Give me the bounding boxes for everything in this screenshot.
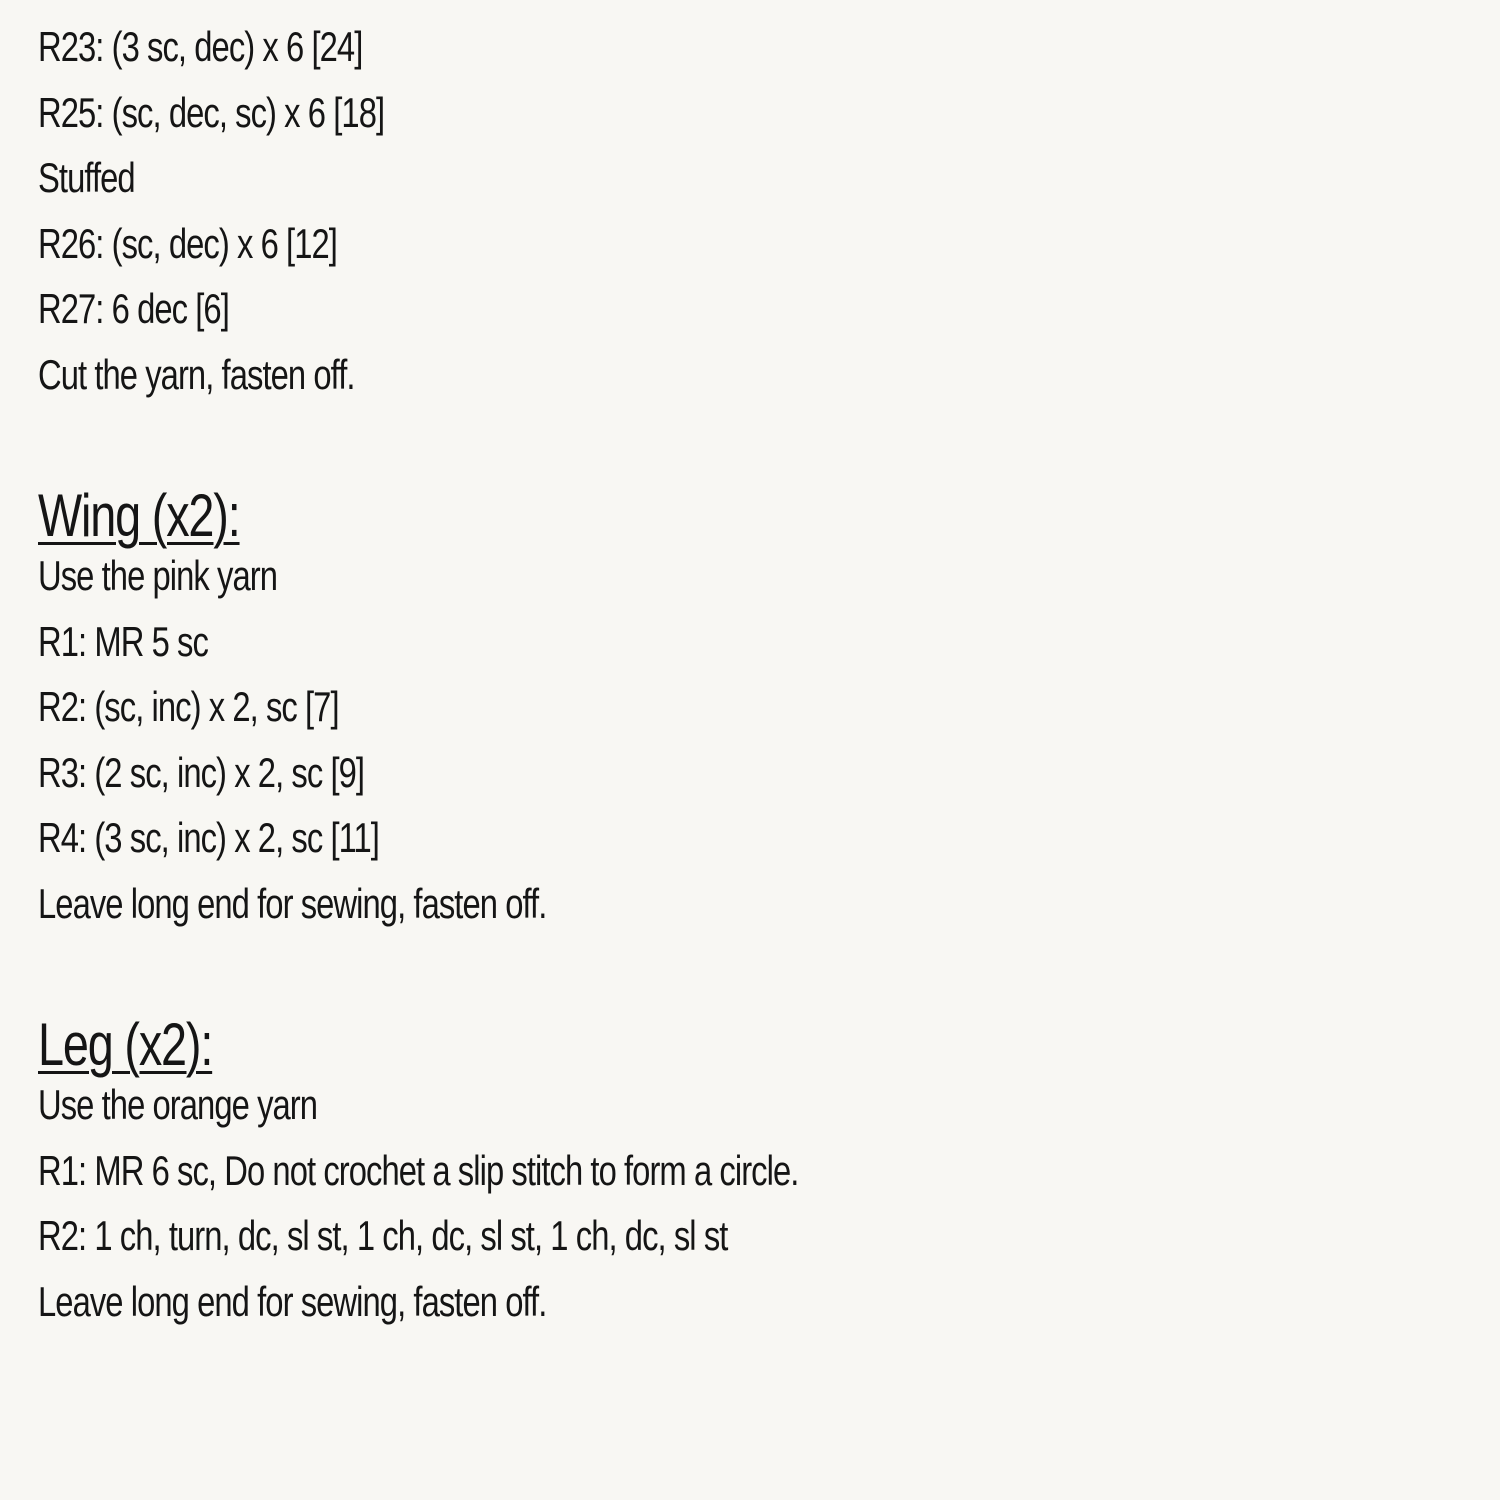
wing-section [38, 477, 1500, 936]
instruction-line: R4: (3 sc, inc) x 2, sc [11] [38, 814, 379, 861]
leg-heading: Leg (x2): [38, 1011, 213, 1078]
instruction-line: Use the pink yarn [38, 552, 278, 599]
instruction-line: R3: (2 sc, inc) x 2, sc [9] [38, 748, 365, 796]
instruction-line: R2: 1 ch, turn, dc, sl st, 1 ch, dc, sl st, 1 ch, dc, sl st [38, 1212, 728, 1259]
instruction-line: R1: MR 5 sc [38, 617, 208, 665]
instruction-line: R27: 6 dec [6] [38, 285, 229, 332]
instruction-line: R23: (3 sc, dec) x 6 [24] [38, 23, 363, 70]
leg-section [38, 1006, 1500, 1334]
instruction-line: Use the orange yarn [38, 1081, 318, 1128]
section-spacer [38, 936, 1500, 1006]
instruction-line: Stuffed [38, 154, 135, 201]
instruction-line: R2: (sc, inc) x 2, sc [7] [38, 683, 339, 730]
instruction-line: Leave long end for sewing, fasten off. [38, 1277, 547, 1325]
wing-heading: Wing (x2): [38, 482, 240, 549]
instruction-line: R1: MR 6 sc, Do not crochet a slip stitch to form a circle. [38, 1146, 799, 1194]
instruction-line: Leave long end for sewing, fasten off. [38, 879, 547, 927]
instruction-line: R26: (sc, dec) x 6 [12] [38, 219, 337, 267]
section-spacer [38, 407, 1500, 477]
top-section [38, 14, 1500, 407]
instruction-line: R25: (sc, dec, sc) x 6 [18] [38, 88, 385, 136]
instruction-line: Cut the yarn, fasten off. [38, 350, 355, 398]
